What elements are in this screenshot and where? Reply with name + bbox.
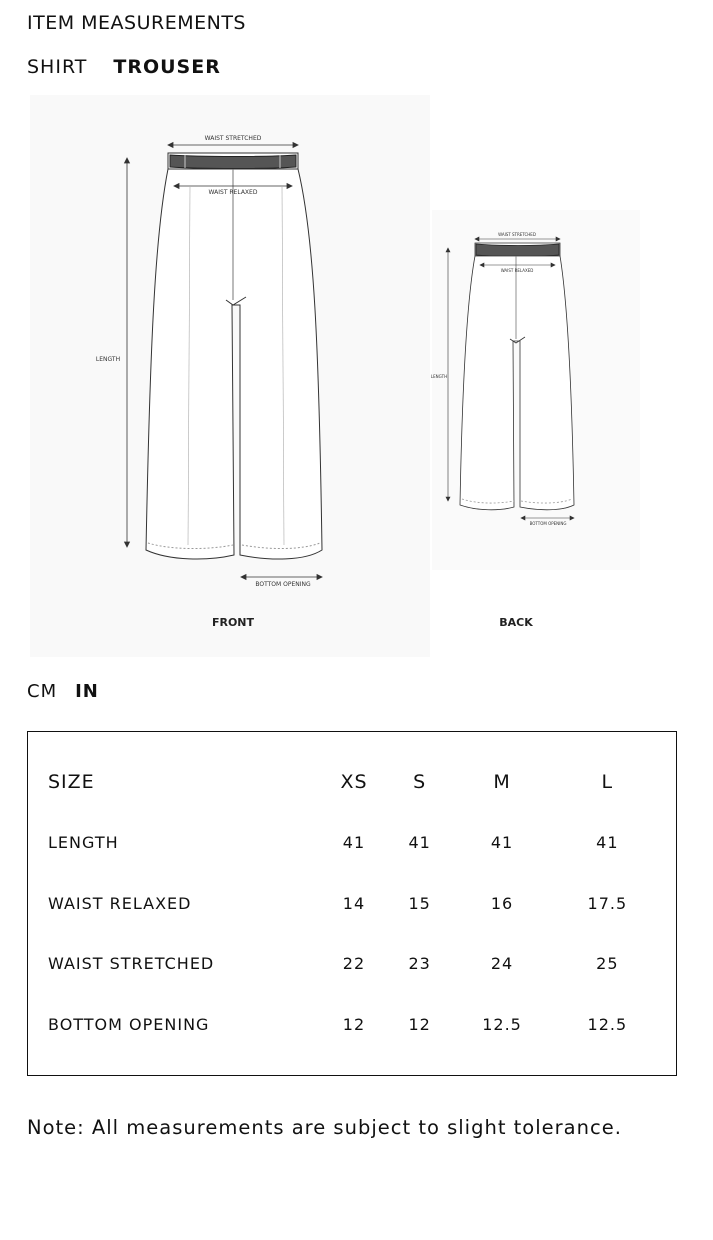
unit-tabs [27, 681, 99, 702]
back-caption: BACK [499, 616, 533, 629]
cell-value: 41 [596, 833, 619, 853]
cell-value: 12 [408, 1014, 431, 1034]
back-length-label: LENGTH [430, 374, 448, 379]
cell-value: 24 [490, 954, 514, 974]
back-waist-relaxed-label: WAIST RELAXED [500, 268, 534, 273]
size-chart [27, 731, 677, 1076]
header-size: SIZE [48, 771, 95, 794]
size-table [48, 752, 660, 1055]
row-label: BOTTOM OPENING [48, 1014, 210, 1034]
row-label: LENGTH [48, 833, 119, 853]
tolerance-note: Note: All measurements are subject to slight tolerance. [27, 1116, 622, 1139]
back-waist-stretched-label: WAIST STRETCHED [498, 232, 536, 237]
cell-value: 22 [342, 954, 366, 974]
header-l: L [601, 771, 614, 794]
cell-value: 41 [490, 833, 514, 853]
row-label: WAIST STRETCHED [48, 954, 215, 974]
cell-value: 15 [408, 893, 431, 913]
table-row [48, 934, 660, 995]
table-row [48, 873, 660, 934]
header-s: S [413, 771, 427, 794]
cell-value: 17.5 [587, 893, 628, 913]
back-bottom-opening-label: BOTTOM OPENING [529, 521, 567, 526]
trouser-measurement-diagram [30, 95, 640, 657]
cell-value: 41 [408, 833, 431, 853]
unit-cm[interactable]: CM [27, 681, 58, 702]
page-title: ITEM MEASUREMENTS [27, 12, 246, 34]
cell-value: 41 [342, 833, 366, 853]
front-waist-stretched-label: WAIST STRETCHED [204, 135, 262, 142]
cell-value: 12.5 [587, 1014, 628, 1034]
garment-tabs [27, 56, 221, 78]
table-header-row [48, 752, 660, 813]
header-xs: XS [340, 771, 368, 794]
row-label: WAIST RELAXED [48, 893, 192, 913]
cell-value: 23 [408, 954, 431, 974]
front-waist-relaxed-label: WAIST RELAXED [208, 189, 258, 196]
tab-shirt[interactable]: SHIRT [27, 56, 88, 78]
cell-value: 12.5 [482, 1014, 522, 1034]
cell-value: 12 [342, 1014, 366, 1034]
header-m: M [493, 771, 511, 794]
tab-trouser[interactable]: TROUSER [113, 56, 221, 78]
front-caption: FRONT [211, 616, 255, 629]
front-bottom-opening-label: BOTTOM OPENING [255, 581, 311, 588]
front-length-label: LENGTH [95, 356, 121, 363]
table-row [48, 994, 660, 1055]
table-row [48, 813, 660, 874]
cell-value: 14 [342, 893, 366, 913]
unit-in[interactable]: IN [75, 681, 99, 702]
cell-value: 25 [596, 954, 619, 974]
cell-value: 16 [490, 893, 514, 913]
